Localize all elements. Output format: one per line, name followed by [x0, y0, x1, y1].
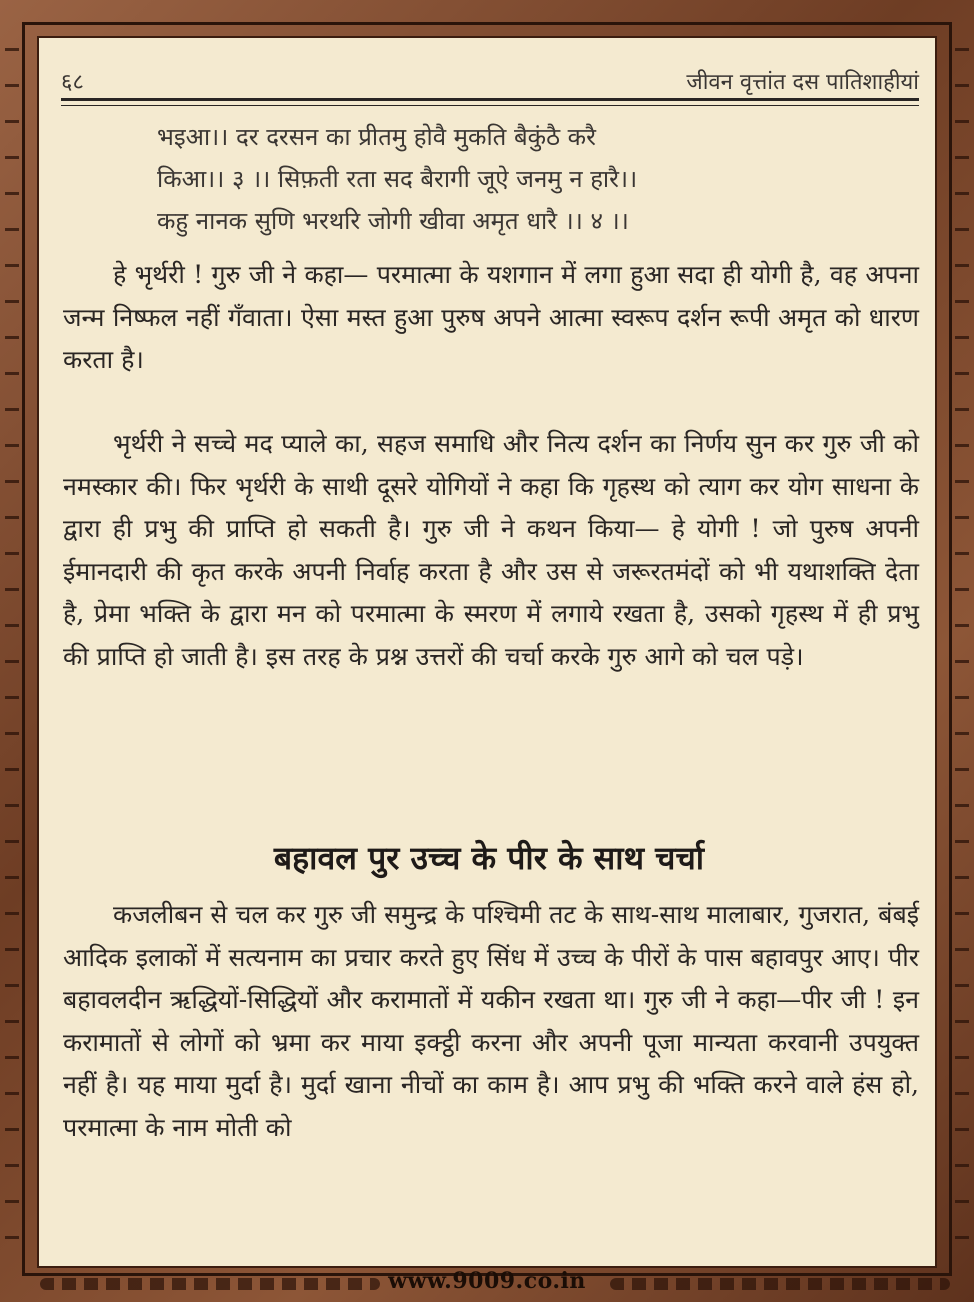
frame-ornament-left: [5, 30, 19, 1270]
paragraph-2: [63, 423, 919, 678]
paragraph-text: कजलीबन से चल कर गुरु जी समुन्द्र के पश्चिमी तट के साथ-साथ मालाबार, गुजरात, बंबई आदिक इलाकों में सत्यनाम का प्रचार करते हुए सिंध में उच्च के पीरों के पास बहावपुर आए। पीर बहावलदीन ऋद्धियों-सिद्धियों और करामातों में यकीन रखता था। गुरु जी ने कहा—पीर जी ! इन करामातों से लोगों को भ्रमा कर माया इक्ट्ठी करना और अपनी पूजा मान्यता करवानी उपयुक्त नहीं है। यह माया मुर्दा है। मुर्दा खाना नीचों का काम है। आप प्रभु की भक्ति करने वाले हंस हो, परमात्मा के नाम मोती को: [63, 900, 919, 1142]
paragraph-text: हे भृर्थरी ! गुरु जी ने कहा— परमात्मा के यशगान में लगा हुआ सदा ही योगी है, वह अपना जन्म निष्फल नहीं गँवाता। ऐसा मस्त हुआ पुरुष अपने आत्मा स्वरूप दर्शन रूपी अमृत को धारण करता है।: [63, 260, 919, 374]
verse-line: कहु नानक सुणि भरथरि जोगी खीवा अमृत धारै ।। ४ ।।: [157, 207, 629, 235]
page-header: [61, 62, 919, 98]
verse-block: [157, 116, 837, 242]
running-title: जीवन वृत्तांत दस पातिशाहीयां: [686, 70, 919, 95]
website-watermark: www.9009.co.in: [388, 1268, 586, 1294]
paragraph-1: [63, 254, 919, 382]
frame-ornament-right: [955, 30, 969, 1270]
book-page: [37, 36, 937, 1268]
verse-line: भइआ।। दर दरसन का प्रीतमु होवै मुकति बैकुंठै करै: [157, 123, 596, 151]
section-heading: बहावल पुर उच्च के पीर के साथ चर्चा: [273, 839, 705, 877]
page-number: ६८: [61, 70, 84, 95]
header-rule: [61, 98, 919, 106]
paragraph-3: [63, 894, 919, 1149]
verse-line: किआ।। ३ ।। सिफ़ती रता सद बैरागी जूऐ जनमु न हारै।।: [157, 165, 638, 193]
paragraph-text: भृर्थरी ने सच्चे मद प्याले का, सहज समाधि और नित्य दर्शन का निर्णय सुन कर गुरु जी को नमस्कार की। फिर भृर्थरी के साथी दूसरे योगियों ने कहा कि गृहस्थ को त्याग कर योग साधना के द्वारा ही प्रभु की प्राप्ति हो सकती है। गुरु जी ने कथन किया— हे योगी ! जो पुरुष अपनी ईमानदारी की कृत करके अपनी निर्वाह करता है और उस से जरूरतमंदों को भी यथाशक्ति देता है, प्रेमा भक्ति के द्वारा मन को परमात्मा के स्मरण में लगाये रखता है, उसको गृहस्थ में ही प्रभु की प्राप्ति हो जाती है। इस तरह के प्रश्न उत्तरों की चर्चा करके गुरु आगे को चल पड़े।: [63, 429, 919, 671]
